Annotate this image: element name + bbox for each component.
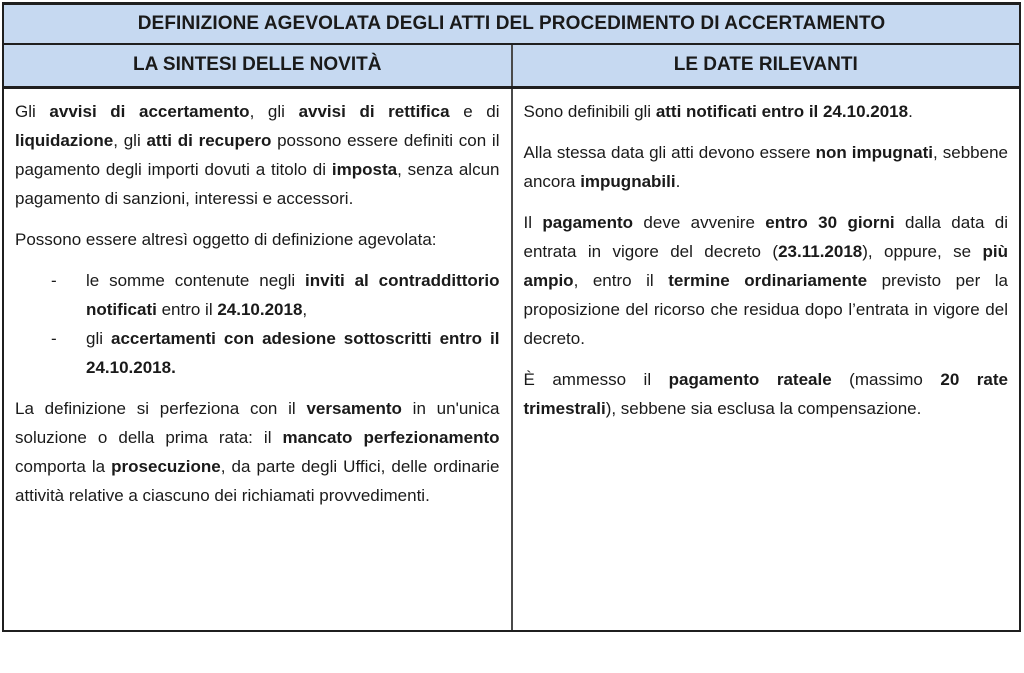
text-run: possono essere definiti con il pagamento degli importi dovuti a titolo di	[15, 131, 500, 179]
paragraph	[15, 225, 500, 254]
bold-text-run: entro 30 giorni	[765, 213, 895, 232]
text-run: entro il	[156, 300, 218, 319]
list-item-text	[86, 266, 500, 324]
bold-text-run: imposta	[331, 160, 398, 179]
column-body-sintesi-novita	[4, 89, 513, 630]
text-run: ,	[302, 300, 308, 319]
paragraph	[524, 138, 1009, 196]
paragraph	[15, 394, 500, 510]
text-run: deve avvenire	[633, 213, 766, 232]
bold-text-run: atti di recupero	[146, 131, 272, 150]
text-run: .	[675, 172, 681, 191]
list-item	[15, 324, 500, 382]
bold-text-run: pagamento rateale	[668, 370, 832, 389]
text-run: È ammesso il	[523, 370, 669, 389]
bold-text-run: liquidazione	[15, 131, 114, 150]
text-run: Alla stessa data gli atti devono essere	[523, 143, 816, 162]
text-run: La definizione si perfeziona con il	[15, 399, 307, 418]
bold-text-run: mancato perfezionamento	[282, 428, 500, 447]
bold-text-run: impugnabili	[580, 172, 676, 191]
list-item	[15, 266, 500, 324]
text-run: Il	[523, 213, 543, 232]
table-header-row	[4, 45, 1019, 89]
text-run: , sebbene ancora	[523, 143, 1008, 191]
text-run: Sono definibili gli	[523, 102, 656, 121]
column-header-date-rilevanti: LE DATE RILEVANTI	[673, 54, 858, 75]
paragraph	[15, 97, 500, 213]
text-run: , entro il	[573, 271, 669, 290]
bold-text-run: versamento	[306, 399, 402, 418]
text-run: previsto per la proposizione del ricorso che residua dopo l’entrata in vigore del decreto.	[523, 271, 1009, 348]
text-run: e di	[449, 102, 500, 121]
text-run: ), sebbene sia esclusa la compensazione.	[605, 399, 922, 418]
text-run: , gli	[113, 131, 147, 150]
text-run: , senza alcun pagamento di sanzioni, interessi e accessori.	[15, 160, 500, 208]
table-body-row	[4, 89, 1019, 630]
paragraph	[524, 97, 1009, 126]
text-run: , gli	[249, 102, 299, 121]
list-dash-marker: -	[51, 271, 57, 290]
text-run: dalla data di entrata in vigore del decreto (	[523, 213, 1008, 261]
text-run: in un'unica soluzione o della prima rata: il	[15, 399, 500, 447]
bold-text-run: avvisi di accertamento	[49, 102, 250, 121]
paragraph	[524, 208, 1009, 353]
bold-text-run: pagamento	[542, 213, 634, 232]
text-run: ), oppure, se	[862, 242, 983, 261]
bold-text-run: atti notificati entro il 24.10.2018	[655, 102, 909, 121]
text-run: gli	[86, 329, 111, 348]
column-body-date-rilevanti	[513, 89, 1020, 630]
bold-text-run: prosecuzione	[111, 457, 221, 476]
bold-text-run: 24.10.2018	[217, 300, 303, 319]
text-run: comporta la	[15, 457, 112, 476]
bold-text-run: accertamenti con adesione sottoscritti entro il 24.10.2018.	[86, 329, 500, 377]
bold-text-run: più ampio	[523, 242, 1008, 290]
list-item-text	[86, 324, 500, 382]
text-run: .	[908, 102, 913, 121]
text-run: Possono essere altresì oggetto di definizione agevolata:	[15, 230, 437, 249]
column-header-sintesi-novita: LA SINTESI DELLE NOVITÀ	[4, 45, 513, 86]
paragraph	[524, 365, 1009, 423]
bold-text-run: inviti al contraddittorio notificati	[86, 271, 500, 319]
bullet-list	[15, 266, 500, 382]
list-dash-marker: -	[51, 329, 57, 348]
table-title: DEFINIZIONE AGEVOLATA DEGLI ATTI DEL PROCEDIMENTO DI ACCERTAMENTO	[4, 5, 1019, 45]
bold-text-run: 23.11.2018	[778, 242, 863, 261]
text-run: , da parte degli Uffici, delle ordinarie attività relative a ciascuno dei richiamati provvedimenti.	[15, 457, 500, 505]
document-table	[2, 2, 1021, 632]
text-run: (massimo	[831, 370, 941, 389]
text-run: le somme contenute negli	[86, 271, 306, 290]
bold-text-run: 20 rate trimestrali	[523, 370, 1008, 418]
bold-text-run: non impugnati	[815, 143, 934, 162]
text-run: Gli	[15, 102, 50, 121]
bold-text-run: avvisi di rettifica	[298, 102, 450, 121]
bold-text-run: termine ordinariamente	[668, 271, 868, 290]
